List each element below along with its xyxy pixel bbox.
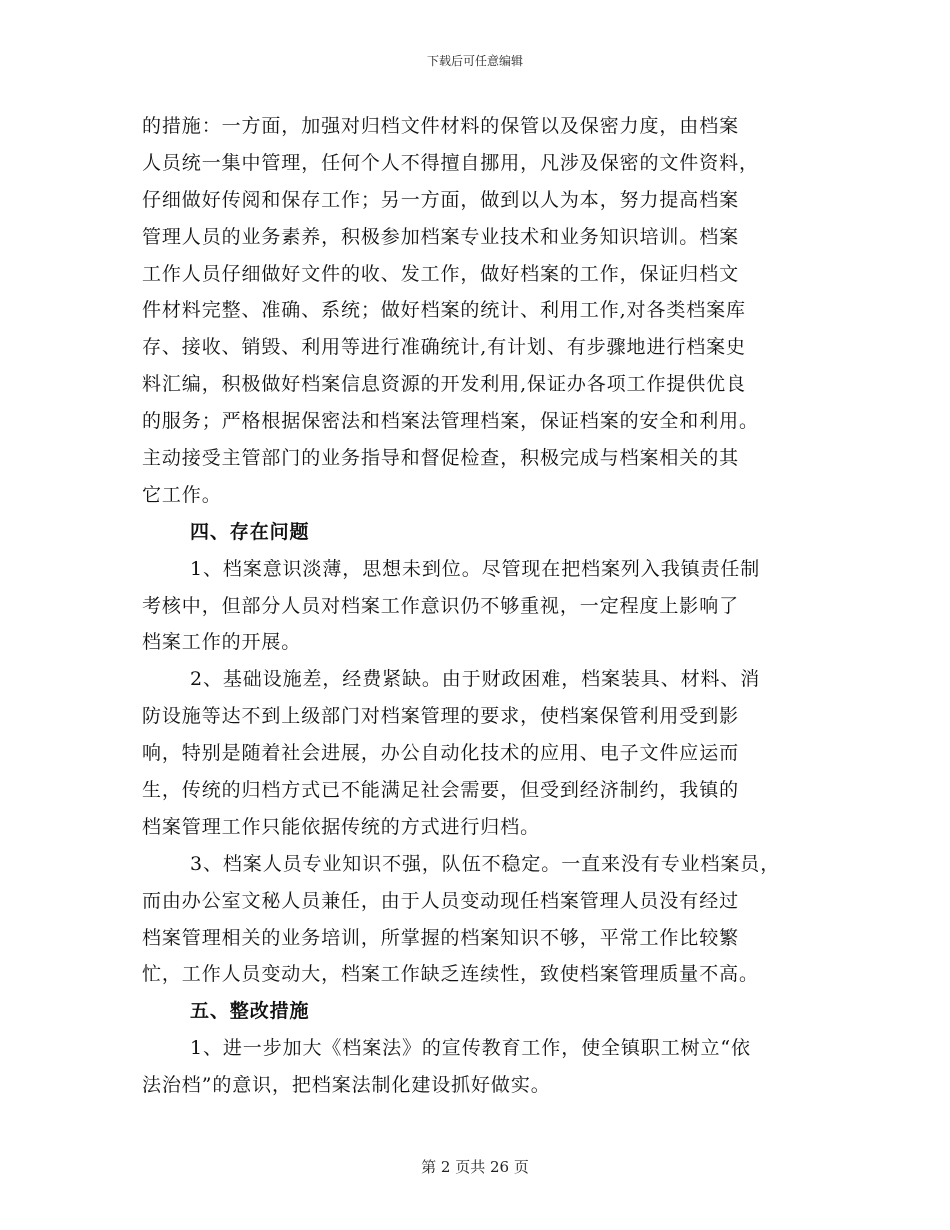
body-text-line: 存、接收、销毁、利用等进行准确统计,有计划、有步骤地进行档案史 xyxy=(142,336,746,359)
body-text-line: 3、档案人员专业知识不强，队伍不稳定。一直来没有专业档案员， xyxy=(190,852,781,875)
body-text-line: 工作人员仔细做好文件的收、发工作，做好档案的工作，保证归档文 xyxy=(142,262,740,285)
body-text-line: 1、进一步加大《档案法》的宣传教育工作，使全镇职工树立“依 xyxy=(190,1037,751,1060)
body-text-line: 人员统一集中管理，任何个人不得擅自挪用，凡涉及保密的文件资料， xyxy=(142,151,759,174)
page-header: 下载后可任意编辑 xyxy=(426,54,523,68)
document-body xyxy=(142,108,832,1104)
body-text-line: 生，传统的归档方式已不能满足社会需要，但受到经济制约，我镇的 xyxy=(142,779,740,802)
body-text-line: 档案工作的开展。 xyxy=(142,631,302,654)
body-text-line: 主动接受主管部门的业务指导和督促检查，积极完成与档案相关的其 xyxy=(142,447,740,470)
body-text-line: 件材料完整、准确、系统；做好档案的统计、利用工作,对各类档案库 xyxy=(142,299,746,322)
page-footer: 第 2 页共 26 页 xyxy=(421,1158,529,1176)
body-text-line: 的服务；严格根据保密法和档案法管理档案，保证档案的安全和利用。 xyxy=(142,410,759,433)
body-text-line: 而由办公室文秘人员兼任，由于人员变动现任档案管理人员没有经过 xyxy=(142,889,740,912)
body-text-line: 2、基础设施差，经费紧缺。由于财政困难，档案装具、材料、消 xyxy=(190,668,761,691)
body-text-line: 它工作。 xyxy=(142,483,222,506)
body-text-line: 档案管理相关的业务培训，所掌握的档案知识不够，平常工作比较繁 xyxy=(142,926,740,949)
body-text-line: 响，特别是随着社会进展，办公自动化技术的应用、电子文件应运而 xyxy=(142,742,740,765)
body-text-line: 仔细做好传阅和保存工作；另一方面，做到以人为本，努力提高档案 xyxy=(142,188,740,211)
body-text-line: 料汇编，积极做好档案信息资源的开发利用,保证办各项工作提供优良 xyxy=(142,373,746,396)
body-text-line: 的措施：一方面，加强对归档文件材料的保管以及保密力度，由档案 xyxy=(142,115,740,137)
body-text-line: 1、档案意识淡薄，思想未到位。尽管现在把档案列入我镇责任制 xyxy=(190,557,761,580)
body-text-line: 忙，工作人员变动大，档案工作缺乏连续性，致使档案管理质量不高。 xyxy=(142,963,759,986)
body-text-line: 法治档”的意识，把档案法制化建设抓好做实。 xyxy=(142,1074,551,1097)
body-text-line: 防设施等达不到上级部门对档案管理的要求，使档案保管利用受到影 xyxy=(142,705,740,728)
body-text-line: 档案管理工作只能依据传统的方式进行归档。 xyxy=(142,815,541,838)
body-text-line: 管理人员的业务素养，积极参加档案专业技术和业务知识培训。档案 xyxy=(142,225,740,248)
section-heading: 四、存在问题 xyxy=(190,520,310,543)
section-heading: 五、整改措施 xyxy=(190,1000,310,1023)
body-text-line: 考核中，但部分人员对档案工作意识仍不够重视，一定程度上影响了 xyxy=(142,594,740,617)
